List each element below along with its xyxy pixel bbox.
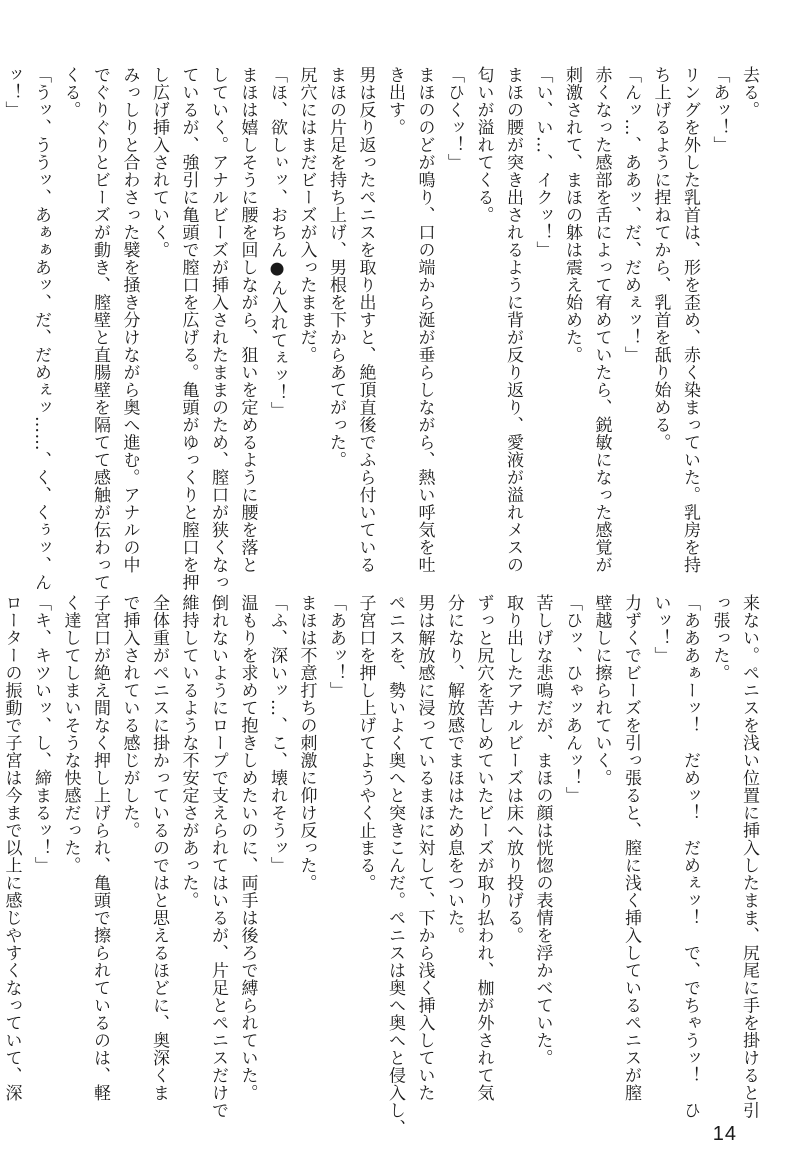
text-line: まほは嬉しそうに腰を回しながら、狙いを定めるように腰を落と (237, 66, 258, 574)
text-line: まほののどが鳴り、口の端から涎が垂らしながら、熱い呼気を吐 (414, 66, 435, 574)
text-line: 男は解放感に浸っているまほに対して、下から浅く挿入していた (414, 594, 435, 1102)
page-number: 14 (712, 1123, 737, 1145)
text-line: 子宮口が絶え間なく押し上げられ、亀頭で擦られているのは、軽 (90, 594, 110, 1102)
text-line: 「キ、キツいッ、し、締まるッ！」 (31, 594, 51, 874)
text-line: みっしりと合わさった襞を掻き分けながら奥へ進む。アナルの中 (119, 66, 140, 574)
text-line: 「あッ！」 (709, 66, 730, 154)
text-line: まほの腰が突き出されるように背が反り返り、愛液が溢れメスの (503, 66, 523, 574)
text-line: いッ！」 (650, 594, 671, 664)
text-line: でぐりぐりとビーズが動き、膣壁と直腸壁を隔てて感触が伝わって (90, 66, 110, 591)
text-line: 尻穴にはまだビーズが入ったままだ。 (296, 66, 317, 364)
text-line: く達してしまいそうな快感だった。 (60, 594, 81, 874)
text-line: 取り出したアナルビーズは床へ放り投げる。 (503, 594, 523, 944)
text-line: 「ひくッ！」 (444, 66, 464, 171)
text-line: 「んッ…、ああッ、だ、だめぇッ！」 (621, 66, 641, 364)
text-line: 「うッ、ううッ、あぁぁあッ、だ、だめぇッ……、く、くぅッ、ん (31, 66, 51, 591)
text-line: 「ふ、深いッ…、こ、壊れそうッ」 (267, 594, 287, 874)
text-line: ずっと尻穴を苦しめていたビーズが取り払われ、枷が外されて気 (473, 594, 494, 1102)
text-line: 去る。 (739, 66, 759, 119)
text-line: 苦しげな悲鳴だが、まほの顔は恍惚の表情を浮かべていた。 (532, 594, 553, 1067)
text-line: 「ほ、欲しぃッ、おちん●ん入れてぇッ！」 (267, 66, 287, 419)
text-line: 子宮口を押し上げてようやく止まる。 (355, 594, 376, 892)
text-line: 全体重がペニスに掛かっているのではと思えるほどに、奥深くま (149, 594, 169, 1102)
text-line: ているが、強引に亀頭で膣口を広げる。亀頭がゆっくりと膣口を押 (178, 66, 199, 591)
text-line: 壁越しに擦られていく。 (591, 594, 612, 787)
text-line: 赤くなった感部を舌によって宥めていたら、鋭敏になった感覚が (591, 66, 612, 574)
text-line: 「あああぁーッ！ だめッ！ だめぇッ！ で、でちゃうッ！ ひ (680, 594, 700, 1119)
text-line: 温もりを求めて抱きしめたいのに、両手は後ろで縛られていた。 (237, 594, 258, 1102)
text-line: ち上げるように捏ねてから、乳首を舐り始める。 (650, 66, 671, 451)
text-line: っ張った。 (709, 594, 730, 682)
text-line: していく。アナルビーズが挿入されたままのため、膣口が狭くなっ (208, 66, 228, 591)
text-line: リングを外した乳首は、形を歪め、赤く染まっていた。乳房を持 (680, 66, 700, 574)
text-line: 維持しているような不安定さがあった。 (178, 594, 199, 909)
text-block-top (1, 66, 763, 591)
text-line: まほは不意打ちの刺激に仰け反った。 (296, 594, 317, 892)
text-line: 「ああッ！」 (326, 594, 346, 699)
text-line: 男は反り返ったペニスを取り出すと、絶頂直後でふら付いている (355, 66, 376, 574)
text-line: まほの片足を持ち上げ、男根を下からあてがった。 (326, 66, 346, 469)
text-line: 「ひッ、ひゃッあんッ！」 (562, 594, 582, 804)
text-line: 匂いが溢れてくる。 (473, 66, 494, 224)
text-line: し広げ挿入されていく。 (149, 66, 169, 259)
text-line: 倒れないようにロープで支えられてはいるが、片足とペニスだけで (208, 594, 228, 1119)
text-line: くる。 (60, 66, 81, 119)
text-line: 「い、い…、イクッ！」 (532, 66, 553, 259)
text-line: 力ずくでビーズを引っ張ると、膣に浅く挿入しているペニスが膣 (621, 594, 641, 1102)
text-line: ッ！」 (1, 66, 22, 119)
text-line: き出す。 (385, 66, 405, 136)
text-line: 来ない。ペニスを浅い位置に挿入したまま、尻尾に手を掛けると引 (739, 594, 759, 1119)
text-line: ペニスを、勢いよく奥へと突きこんだ。ペニスは奥へ奥へと侵入し、 (385, 594, 405, 1137)
text-line: ローターの振動で子宮は今まで以上に感じやすくなっていて、深 (1, 594, 22, 1102)
text-line: で挿入されている感じがした。 (119, 594, 140, 839)
text-line: 分になり、解放感でまほはため息をついた。 (444, 594, 464, 944)
text-line: 刺激されて、まほの躰は震え始めた。 (562, 66, 582, 364)
